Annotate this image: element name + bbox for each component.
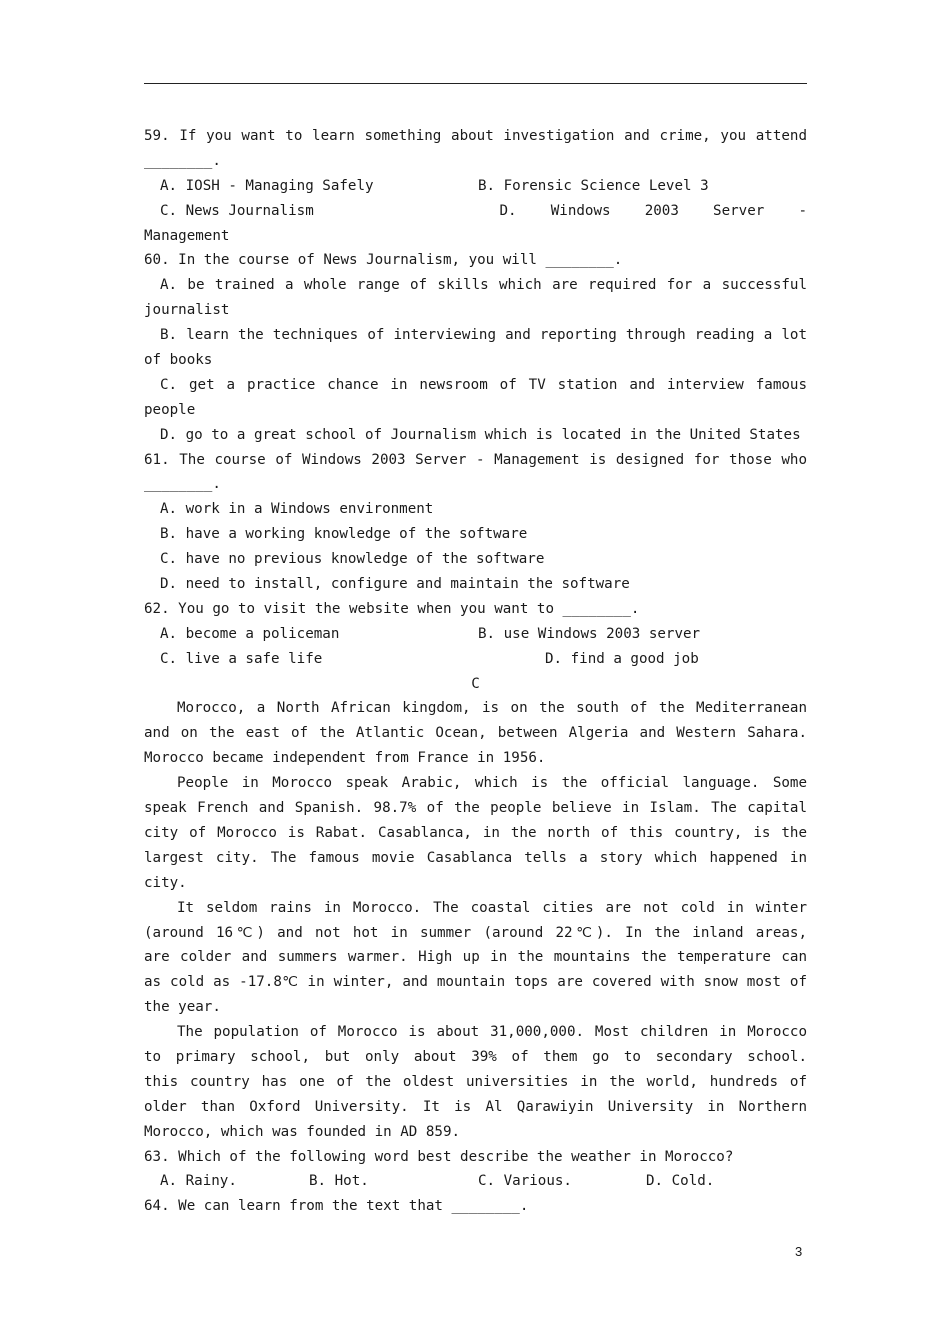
passage-p2-line: People in Morocco speak Arabic, which is the official language. Some [177,775,807,792]
passage-p2-line: speak French and Spanish. 98.7% of the people believe in Islam. The capital [144,800,807,817]
passage-p2-line: largest city. The famous movie Casablanca tells a story which happened in [144,849,807,866]
q62-option-a: A. become a policeman [160,625,340,642]
q59-option-b: B. Forensic Science Level 3 [478,177,709,194]
q59-stem-cont: ________. [144,152,221,169]
passage-p4-line: to primary school, but only about 39% of them go to secondary school. [144,1048,807,1065]
q62-option-b: B. use Windows 2003 server [478,625,701,642]
q60-option-c-cont: people [144,401,196,418]
page-number: 3 [795,1244,803,1259]
q62-options-row1 [144,622,807,647]
passage-p1-line: Morocco became independent from France in 1956. [144,750,546,767]
q61-option-d: D. need to install, configure and maintain the software [160,576,630,593]
q59-options-row2 [144,199,807,224]
q60-option-d: D. go to a great school of Journalism which is located in the United States [160,426,801,443]
passage-p3-line: are colder and summers warmer. High up in the mountains the temperature can [144,949,807,966]
q61-stem: 61. The course of Windows 2003 Server - Management is designed for those who [144,451,807,468]
passage-p3-line: as cold as -17.8℃ in winter, and mountain tops are covered with snow most of [144,974,807,991]
q60-option-a: A. be trained a whole range of skills which are required for a successful [160,277,807,294]
q60-option-c: C. get a practice chance in newsroom of TV station and interview famous [160,376,807,393]
q62-stem: 62. You go to visit the website when you want to ________. [144,600,640,617]
passage-p3-line: the year. [144,999,221,1016]
q60-option-a-cont: journalist [144,302,230,319]
q59-option-c: C. News Journalism [160,202,314,219]
q59-stem: 59. If you want to learn something about investigation and crime, you attend [144,128,807,144]
q59-options-row1 [144,174,807,199]
passage-p3-line: It seldom rains in Morocco. The coastal cities are not cold in winter [177,899,807,916]
q60-option-b: B. learn the techniques of interviewing and reporting through reading a lot [160,327,807,344]
q62-options-row2 [144,647,807,672]
q63-option-a: A. Rainy. [160,1173,237,1190]
q61-option-c: C. have no previous knowledge of the software [160,551,545,568]
q63-stem: 63. Which of the following word best describe the weather in Morocco? [144,1148,734,1165]
q59-option-a: A. IOSH - Managing Safely [160,177,374,194]
passage-p4-line: older than Oxford University. It is Al Qarawiyin University in Northern [144,1098,807,1115]
q63-option-d: D. Cold. [646,1173,715,1190]
q60-stem: 60. In the course of News Journalism, you will ________. [144,252,623,269]
q62-option-d: D. find a good job [545,650,699,667]
q61-stem-cont: ________. [144,476,221,493]
passage-p3-line: (around 16℃) and not hot in summer (around 22℃). In the inland areas, [144,924,807,941]
passage-p4-line: The population of Morocco is about 31,000,000. Most children in Morocco [177,1024,807,1041]
q60-option-b-cont: of books [144,352,213,369]
q64-stem: 64. We can learn from the text that ________. [144,1198,529,1215]
q61-option-b: B. have a working knowledge of the software [160,526,528,543]
passage-p2-line: city of Morocco is Rabat. Casablanca, in the north of this country, is the [144,824,807,841]
q59-option-d-cont: Management [144,227,230,244]
passage-p4-line: Morocco, which was founded in AD 859. [144,1123,461,1140]
q63-option-b: B. Hot. [309,1173,369,1190]
passage-p1-line: Morocco, a North African kingdom, is on the south of the Mediterranean [177,700,807,717]
passage-p4-line: this country has one of the oldest universities in the world, hundreds of [144,1073,807,1090]
q62-option-c: C. live a safe life [160,650,323,667]
q63-option-c: C. Various. [478,1173,572,1190]
section-heading: C [471,675,480,692]
header-rule [144,83,807,84]
q59-option-d: D. Windows 2003 Server - [499,202,807,219]
page-content [144,124,807,1219]
passage-p1-line: and on the east of the Atlantic Ocean, between Algeria and Western Sahara. [144,725,807,742]
passage-p2-line: city. [144,874,187,891]
q61-option-a: A. work in a Windows environment [160,501,434,518]
q63-options [144,1169,807,1194]
